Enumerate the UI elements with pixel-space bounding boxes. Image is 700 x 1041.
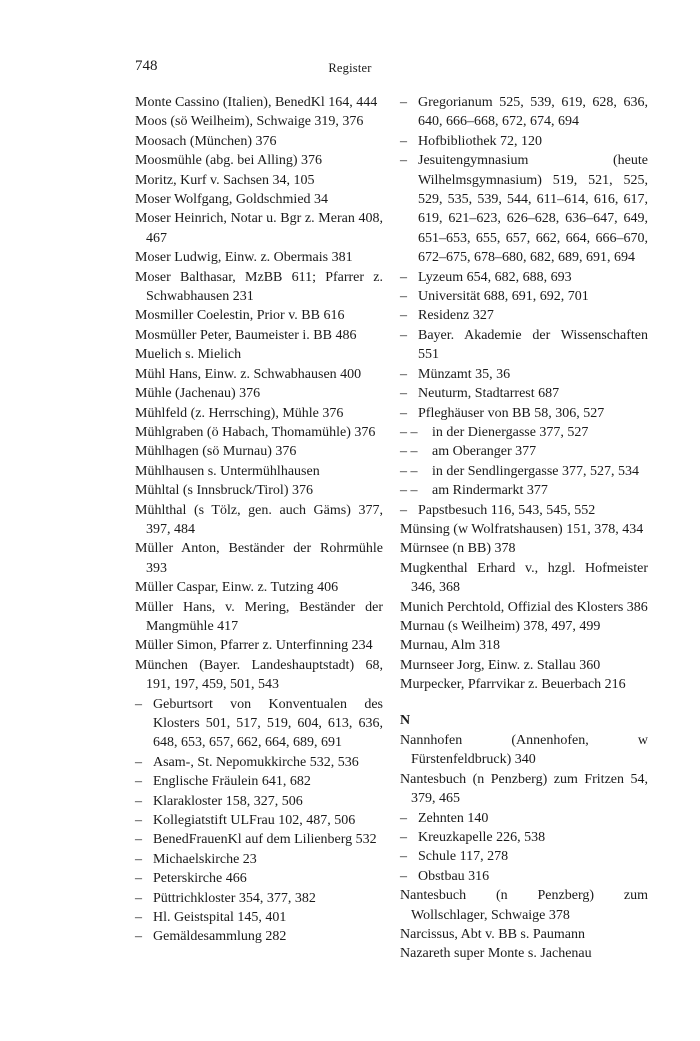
subentry-text: Bayer. Akademie der Wissenschaften 551: [418, 327, 648, 363]
index-subentry: [400, 828, 648, 847]
subentry-dash: –: [400, 502, 407, 518]
index-entry: Moritz, Kurf v. Sachsen 34, 105: [135, 172, 315, 188]
index-subentry: [135, 695, 383, 753]
subentry-text: in der Dienergasse 377, 527: [432, 424, 589, 440]
page-number: 748: [135, 58, 158, 74]
subentry-dash: –: [400, 327, 407, 343]
index-entry: München (Bayer. Landeshauptstadt) 68, 191, 197, 459, 501, 543: [135, 657, 383, 693]
subentry-dash: –: [400, 289, 407, 305]
subentry-dash: –: [400, 386, 407, 402]
index-subentry: [400, 867, 648, 886]
index-subentry: [135, 753, 383, 772]
subentry-dash: –: [400, 849, 407, 865]
running-head: Register: [328, 61, 372, 75]
index-entry: Murnau (s Weilheim) 378, 497, 499: [400, 618, 601, 634]
subentry-dash: –: [135, 851, 142, 867]
index-entry: Munich Perchtold, Offizial des Klosters 386: [400, 599, 648, 615]
index-subentry: [400, 93, 648, 132]
subentry-text: Hofbibliothek 72, 120: [418, 133, 543, 149]
subentry-text: in der Sendlingergasse 377, 527, 534: [432, 463, 639, 479]
subentry-dash: –: [135, 813, 142, 829]
subentry-dash: –: [135, 871, 142, 887]
subentry-dash: – –: [400, 463, 418, 479]
index-subentry: [135, 850, 383, 869]
subentry-dash: –: [135, 754, 142, 770]
index-subentry: [400, 268, 648, 287]
subentry-dash: –: [400, 810, 407, 826]
subentry-dash: –: [135, 910, 142, 926]
subentry-dash: –: [135, 696, 142, 712]
subentry-text: Kollegiatstift ULFrau 102, 487, 506: [153, 813, 356, 829]
index-subentry: [400, 847, 648, 866]
subentry-text: Kreuzkapelle 226, 538: [418, 830, 546, 846]
subentry-text: am Oberanger 377: [432, 444, 537, 460]
subentry-text: Püttrichkloster 354, 377, 382: [153, 890, 316, 906]
index-subentry: [135, 830, 383, 849]
subentry-dash: –: [400, 405, 407, 421]
index-entry: Müller Simon, Pfarrer z. Unterfinning 234: [135, 638, 373, 654]
index-subentry: [135, 811, 383, 830]
index-entry: Mugkenthal Erhard v., hzgl. Hofmeister 346, 368: [400, 560, 648, 596]
subentry-text: Jesuitengymnasium (heute Wilhelmsgymnasium) 519, 521, 525, 529, 535, 539, 544, 611–614, 616, 617, 619, 621–623, 626–628, 636–647, 649, 651–653, 655, 657, 662, 664, 666–670, 672–675, 678–680, 682, 689, 691, 694: [418, 153, 648, 266]
subentry-dash: – –: [400, 483, 418, 499]
subentry-dash: –: [135, 929, 142, 945]
subentry-text: am Rindermarkt 377: [432, 483, 548, 499]
subentry-text: Obstbau 316: [418, 868, 490, 884]
index-subentry: [400, 384, 648, 403]
subentry-text: Neuturm, Stadtarrest 687: [418, 386, 560, 402]
index-entry: Moos (sö Weilheim), Schwaige 319, 376: [135, 114, 364, 130]
index-entry: Müller Anton, Beständer der Rohrmühle 393: [135, 541, 383, 576]
subentry-text: Klarakloster 158, 327, 506: [153, 793, 303, 809]
index-column-left: [135, 93, 383, 947]
subentry-text: Lyzeum 654, 682, 688, 693: [418, 269, 572, 285]
index-subentry: [400, 404, 648, 423]
index-subentry: [400, 326, 648, 365]
index-entry: Nantesbuch (n Penzberg) zum Fritzen 54, 379, 465: [400, 771, 648, 807]
subentry-dash: –: [400, 133, 407, 149]
subentry-dash: –: [135, 832, 142, 848]
index-entry: Muelich s. Mielich: [135, 347, 242, 363]
subentry-text: Gemäldesammlung 282: [153, 929, 287, 945]
subentry-text: Schule 117, 278: [418, 849, 509, 865]
index-subentry: [135, 792, 383, 811]
index-subentry: [135, 889, 383, 908]
index-entry: Mühlthal (s Tölz, gen. auch Gäms) 377, 397, 484: [135, 502, 383, 537]
subentry-dash: –: [400, 830, 407, 846]
index-entry: Mühlfeld (z. Herrsching), Mühle 376: [135, 405, 344, 421]
index-column-right: [400, 93, 648, 964]
subentry-text: Peterskirche 466: [153, 871, 247, 887]
index-subentry: [135, 908, 383, 927]
subentry-text: Hl. Geistspital 145, 401: [153, 910, 287, 926]
subentry-dash: –: [400, 269, 407, 285]
index-entry: Mühltal (s Innsbruck/Tirol) 376: [135, 483, 313, 499]
subentry-dash: –: [400, 153, 407, 169]
index-entry: Müller Caspar, Einw. z. Tutzing 406: [135, 580, 339, 596]
index-subentry: [135, 927, 383, 946]
subentry-text: Gregorianum 525, 539, 619, 628, 636, 640, 666–668, 672, 674, 694: [418, 95, 648, 130]
index-subentry: [400, 423, 648, 442]
subentry-dash: –: [135, 774, 142, 790]
index-entry: Moser Heinrich, Notar u. Bgr z. Meran 408, 467: [135, 211, 383, 246]
index-subentry: [400, 365, 648, 384]
subentry-text: Asam-, St. Nepomukkirche 532, 536: [153, 754, 359, 770]
index-entry: Mühlhausen s. Untermühlhausen: [135, 463, 320, 479]
subentry-dash: –: [400, 366, 407, 382]
subentry-text: Englische Fräulein 641, 682: [153, 774, 311, 790]
subentry-dash: –: [135, 890, 142, 906]
index-entry: Murpecker, Pfarrvikar z. Beuerbach 216: [400, 677, 626, 693]
subentry-text: Residenz 327: [418, 308, 494, 324]
subentry-dash: –: [135, 793, 142, 809]
subentry-text: Papstbesuch 116, 543, 545, 552: [418, 502, 596, 518]
subentry-text: BenedFrauenKl auf dem Lilienberg 532: [153, 832, 377, 848]
index-subentry: [400, 442, 648, 461]
subentry-dash: –: [400, 95, 407, 110]
subentry-text: Münzamt 35, 36: [418, 366, 511, 382]
index-subentry: [400, 287, 648, 306]
index-subentry: [135, 772, 383, 791]
index-entry: Nannhofen (Annenhofen, w Fürstenfeldbruck) 340: [400, 733, 648, 768]
index-entry: Mühl Hans, Einw. z. Schwabhausen 400: [135, 366, 362, 382]
index-subentry: [400, 809, 648, 828]
index-entry: Münsing (w Wolfratshausen) 151, 378, 434: [400, 521, 644, 537]
index-entry: Mühlgraben (ö Habach, Thomamühle) 376: [135, 424, 376, 440]
index-subentry: [400, 151, 648, 267]
index-entry: Moosach (München) 376: [135, 133, 277, 149]
section-letter: N: [400, 712, 411, 728]
index-entry: Mürnsee (n BB) 378: [400, 541, 516, 557]
subentry-text: Zehnten 140: [418, 810, 489, 826]
index-entry: Mosmüller Peter, Baumeister i. BB 486: [135, 327, 357, 343]
index-entry: Monte Cassino (Italien), BenedKl 164, 444: [135, 95, 378, 110]
index-entry: Moser Wolfgang, Goldschmied 34: [135, 192, 329, 208]
subentry-text: Universität 688, 691, 692, 701: [418, 289, 589, 305]
subentry-dash: –: [400, 868, 407, 884]
subentry-dash: – –: [400, 444, 418, 460]
index-entry: Mühle (Jachenau) 376: [135, 386, 261, 402]
subentry-text: Pfleghäuser von BB 58, 306, 527: [418, 405, 605, 421]
subentry-dash: – –: [400, 424, 418, 440]
index-entry: Mosmiller Coelestin, Prior v. BB 616: [135, 308, 345, 324]
index-entry: Moosmühle (abg. bei Alling) 376: [135, 153, 323, 169]
subentry-dash: –: [400, 308, 407, 324]
index-entry: Mühlhagen (sö Murnau) 376: [135, 444, 297, 460]
index-subentry: [135, 869, 383, 888]
index-subentry: [400, 132, 648, 151]
index-entry: Murnseer Jorg, Einw. z. Stallau 360: [400, 657, 601, 673]
subentry-text: Geburtsort von Konventualen des Klosters 501, 517, 519, 604, 613, 636, 648, 653, 657, 662, 664, 689, 691: [153, 696, 383, 751]
index-entry: Moser Balthasar, MzBB 611; Pfarrer z. Schwabhausen 231: [135, 269, 383, 305]
index-subentry: [400, 306, 648, 325]
index-subentry: [400, 462, 648, 481]
index-entry: Moser Ludwig, Einw. z. Obermais 381: [135, 250, 353, 266]
index-subentry: [400, 481, 648, 500]
index-entry: Murnau, Alm 318: [400, 638, 500, 654]
subentry-text: Michaelskirche 23: [153, 851, 257, 867]
index-entry: Müller Hans, v. Mering, Beständer der Mangmühle 417: [135, 599, 383, 634]
index-subentry: [400, 501, 648, 520]
index-entry: Narcissus, Abt v. BB s. Paumann: [400, 927, 585, 943]
index-entry: Nantesbuch (n Penzberg) zum Wollschlager, Schwaige 378: [400, 888, 648, 923]
index-entry: Nazareth super Monte s. Jachenau: [400, 946, 592, 962]
